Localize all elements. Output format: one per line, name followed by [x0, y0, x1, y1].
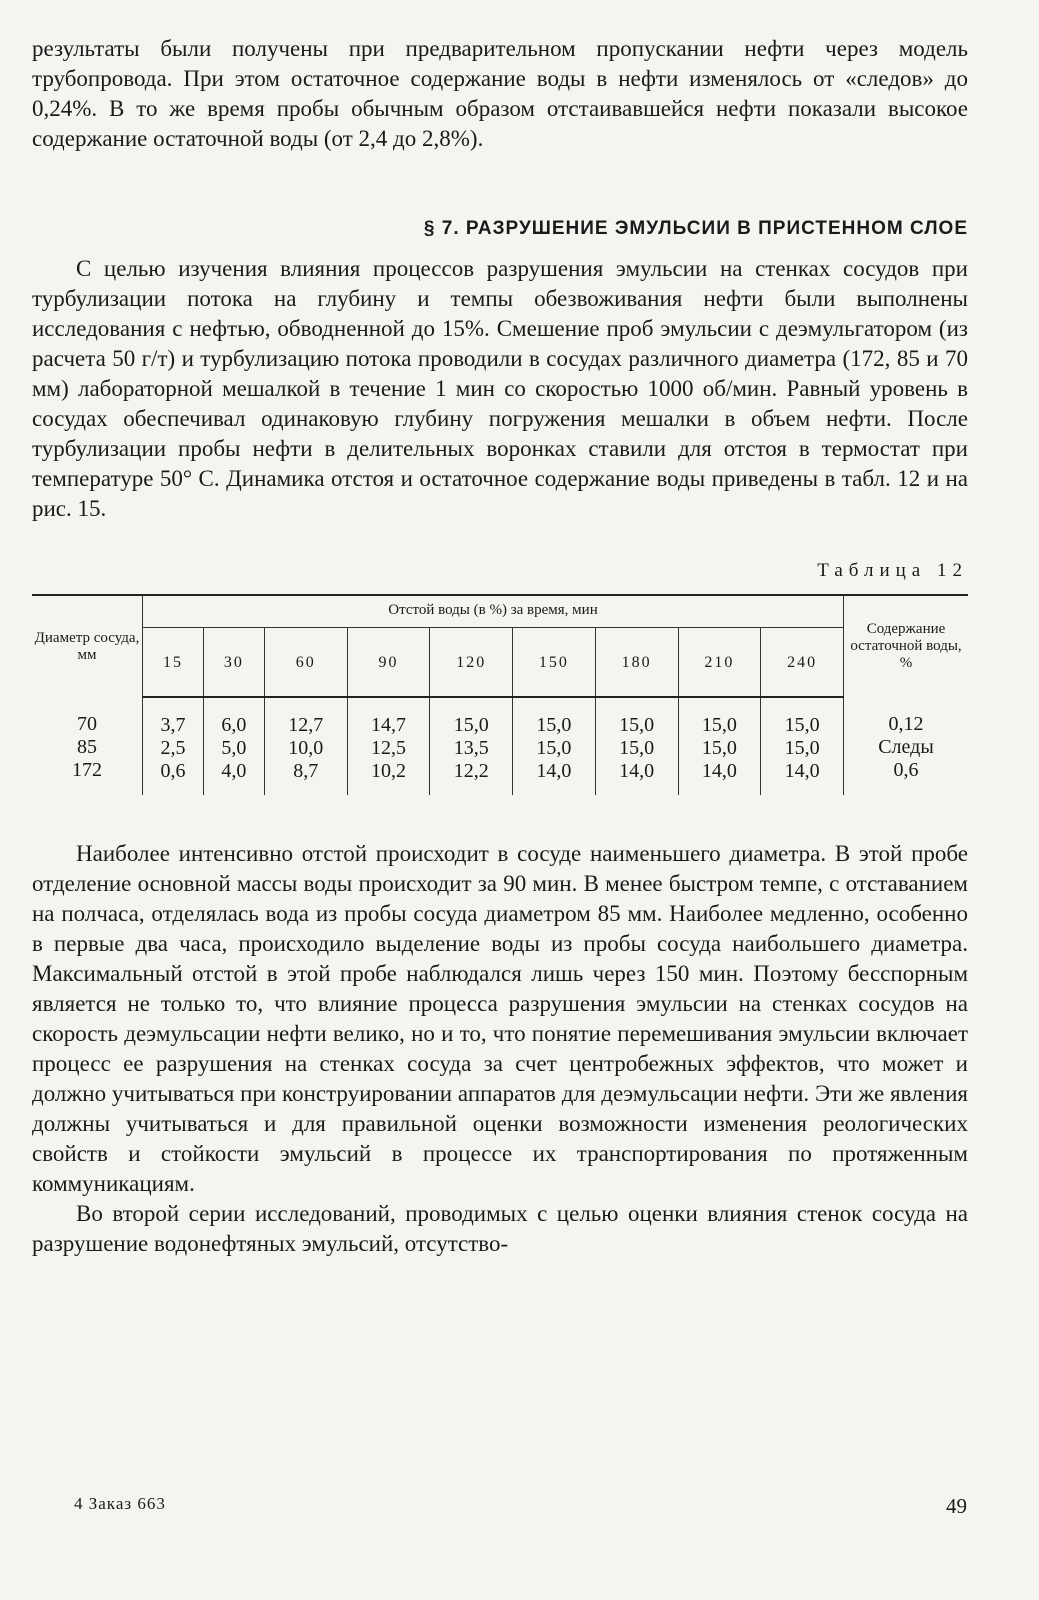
settling-value: 15,0: [619, 737, 655, 759]
column-header-time: 240: [761, 628, 844, 698]
settling-cell: [761, 697, 844, 795]
column-header-residual: Содержание остаточной воды, %: [844, 595, 969, 697]
diameter-value: 70: [77, 713, 97, 735]
settling-cell: [347, 697, 430, 795]
settling-value: 0,6: [160, 760, 186, 782]
settling-value: 15,0: [784, 714, 820, 736]
settling-value: 14,7: [370, 714, 406, 736]
paragraph-1: С целью изучения влияния процессов разрушения эмульсии на стенках сосудов при турбулизации потока на глубину и темпы обезвоживания нефти были выполнены исследования с нефтью, обводненной до 15%. Смешение проб эмульсии с деэмульгатором (из расчета 50 г/т) и турбулизацию потока проводили в сосудах различного диаметра (172, 85 и 70 мм) лабораторной мешалкой в течение 1 мин со скоростью 1000 об/мин. Равный уровень в сосудах обеспечивал одинаковую глубину погружения мешалки в объем нефти. После турбулизации пробы нефти в делительных воронках ставили для отстоя в термостат при температуре 50° С. Динамика отстоя и остаточное содержание воды приведены в табл. 12 и на рис. 15.: [32, 256, 968, 521]
settling-cell: [678, 697, 761, 795]
settling-value: 12,2: [453, 760, 489, 782]
page-number: 49: [946, 1494, 967, 1518]
section-heading: § 7. РАЗРУШЕНИЕ ЭМУЛЬСИИ В ПРИСТЕННОМ СЛОЕ: [423, 218, 968, 239]
paragraph-3: Во второй серии исследований, проводимых с целью оценки влияния стенок сосуда на разрушение водонефтяных эмульсий, отсутство-: [32, 1201, 968, 1256]
settling-value: 15,0: [701, 737, 737, 759]
settling-value: 12,7: [288, 714, 324, 736]
settling-value: 15,0: [619, 714, 655, 736]
column-header-time: 210: [678, 628, 761, 698]
column-header-time: 180: [595, 628, 678, 698]
settling-value: 5,0: [221, 737, 247, 759]
settling-cell: [203, 697, 264, 795]
settling-value: 12,5: [370, 737, 406, 759]
settling-value: 15,0: [536, 737, 572, 759]
residual-value: Следы: [878, 736, 934, 758]
column-header-time: 60: [264, 628, 347, 698]
residual-value: 0,12: [888, 713, 924, 735]
diameter-value: 172: [72, 759, 102, 781]
settling-value: 13,5: [453, 737, 489, 759]
table-caption: Таблица 12: [817, 560, 968, 581]
column-group-header-settling: Отстой воды (в %) за время, мин: [143, 595, 844, 628]
column-header-time: 150: [513, 628, 596, 698]
settling-value: 15,0: [536, 714, 572, 736]
settling-value: 2,5: [160, 737, 186, 759]
settling-value: 14,0: [784, 760, 820, 782]
settling-value: 10,2: [370, 760, 406, 782]
page-content: [32, 34, 968, 1259]
settling-value: 3,7: [160, 714, 186, 736]
settling-value: 15,0: [453, 714, 489, 736]
settling-value: 14,0: [536, 760, 572, 782]
intro-paragraph: результаты были получены при предварительном пропускании нефти через модель трубопровода. При этом остаточное содержание воды в нефти изменялось от «следов» до 0,24%. В то же время пробы обычным образом отстаивавшейся нефти показали высокое содержание остаточной воды (от 2,4 до 2,8%).: [32, 36, 968, 151]
residual-cell: [844, 697, 969, 795]
printer-signature: 4 Заказ 663: [74, 1494, 166, 1513]
settling-value: 14,0: [701, 760, 737, 782]
settling-value: 4,0: [221, 760, 247, 782]
page-footer: [74, 1494, 967, 1519]
settling-cell: [430, 697, 513, 795]
column-header-time: 120: [430, 628, 513, 698]
settling-value: 8,7: [293, 760, 319, 782]
settling-value: 15,0: [701, 714, 737, 736]
residual-value: 0,6: [893, 759, 919, 781]
settling-cell: [513, 697, 596, 795]
column-header-diameter: Диаметр сосуда, мм: [32, 595, 143, 697]
settling-value: 6,0: [221, 714, 247, 736]
settling-cell: [264, 697, 347, 795]
column-header-time: 30: [203, 628, 264, 698]
table-row: [32, 697, 968, 795]
column-header-time: 90: [347, 628, 430, 698]
settling-value: 10,0: [288, 737, 324, 759]
settling-value: 15,0: [784, 737, 820, 759]
column-header-time: 15: [143, 628, 204, 698]
settling-cell: [595, 697, 678, 795]
paragraph-2: Наиболее интенсивно отстой происходит в сосуде наименьшего диаметра. В этой пробе отделение основной массы воды происходит за 90 мин. В менее быстром темпе, с отставанием на полчаса, отделялась вода из пробы сосуда диаметром 85 мм. Наиболее медленно, особенно в первые два часа, происходило выделение воды из пробы сосуда наибольшего диаметра. Максимальный отстой в этой пробе наблюдался лишь через 150 мин. Поэтому бесспорным является не только то, что влияние процесса разрушения эмульсии на стенках сосудов на скорость деэмульсации нефти велико, но и то, что понятие перемешивания эмульсии включает процесс ее разрушения на стенках сосуда за счет центробежных эффектов, что может и должно учитываться при конструировании аппаратов для деэмульсации нефти. Эти же явления должны учитываться и для правильной оценки возможности изменения реологических свойств и стойкости эмульсий в процессе их транспортирования по протяженным коммуникациям.: [32, 841, 968, 1196]
diameter-cell: [32, 697, 143, 795]
data-table: [32, 594, 968, 795]
diameter-value: 85: [77, 736, 97, 758]
settling-cell: [143, 697, 204, 795]
settling-value: 14,0: [619, 760, 655, 782]
